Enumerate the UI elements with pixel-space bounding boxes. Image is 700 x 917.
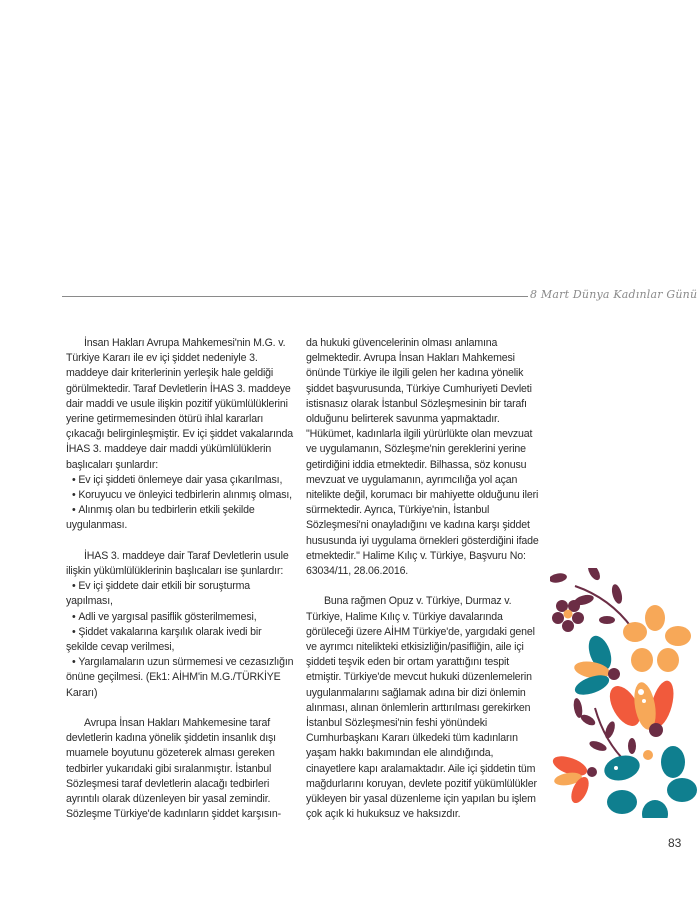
right-column [306, 336, 544, 822]
teal-flower [602, 746, 697, 818]
left-column [66, 336, 296, 822]
bullet-item: • Ev içi şiddete dair etkili bir soruşturma yapılması, [66, 579, 296, 609]
header-rule [62, 296, 528, 297]
small-plum-flower [552, 600, 584, 632]
bullet-item: • Koruyucu ve önleyici tedbirlerin alınmış olması, [66, 488, 296, 503]
bullet-item: • Ev içi şiddeti önlemeye dair yasa çıkarılması, [66, 473, 296, 488]
floral-illustration [550, 568, 700, 818]
coral-tulip [604, 678, 678, 737]
paragraph: İHAS 3. maddeye dair Taraf Devletlerin usule ilişkin yükümlülüklerinin başlıcaları ise şunlardır: [66, 549, 289, 578]
paragraph: İnsan Hakları Avrupa Mahkemesi'nin M.G. v. Türkiye Kararı ile ev içi şiddet nedeniyle 3. maddeye dair kriterlerinin yerleşik hale geldiği görülmektedir. Taraf Devletlerin İHAS 3. maddeye dair maddi ve usule ilişkin pozitif yükümlülüklerini yerine getirmemesinden ötürü ihlal kararları çıkacağı belirginleşmiştir. Ev içi şiddet vakalarında İHAS 3. maddeye dair maddi yükümlülüklerin başlıcaları şunlardır: [66, 337, 293, 471]
bullet-item: • Adli ve yargısal pasiflik gösterilmemesi, [66, 610, 296, 625]
bullet-item: • Şiddet vakalarına karşılık olarak ivedi bir şekilde cevap verilmesi, [66, 625, 296, 655]
paragraph: Buna rağmen Opuz v. Türkiye, Durmaz v. Türkiye, Halime Kılıç v. Türkiye davalarında görüleceği üzere AİHM Türkiye'de, yargıdaki genel ve ayrımcı nitelikteki etkisizliğin/pasifliğin, aile içi şiddeti teşvik eden bir ortam yarattığını tespit etmiştir. Türkiye'de mevcut hukuki düzenlemelerin uygulanmalarını sağlamak adına bir dizi önlemin alınması, alınan önlemlerin arttırılması gerekirken İstanbul Sözleşmesi'nin feshi yönündeki Cumhurbaşkanı Kararı ülkedeki tüm kadınların yaşam hakkı bakımından ele alındığında, cinayetlere kapı aralamaktadır. Aile içi şiddetin tüm mağdurlarını koruyan, devlete pozitif yükümlülükler yükleyen bir yasal düzenleme için yapılan bu işlem çok açık ki hukuksuz ve haksızdır. [306, 595, 537, 821]
paragraph: Avrupa İnsan Hakları Mahkemesine taraf devletlerin kadına yönelik şiddetin insanlık dışı muamele boyutunu gözeterek alması gereken tedbirler yukarıdaki gibi sıralanmıştır. İstanbul Sözleşmesi taraf devletlerin alacağı tedbirleri ayrıntılı olarak düzenleyen bir yasal zemindir. Sözleşme Türkiye'de kadınların şiddet karşısın- [66, 717, 281, 821]
page-number: 83 [668, 836, 682, 850]
running-header-title: 8 Mart Dünya Kadınlar Günü [530, 288, 698, 301]
bullet-item: • Alınmış olan bu tedbirlerin etkili şekilde uygulanması. [66, 503, 296, 533]
peach-flower [623, 605, 691, 672]
paragraph: da hukuki güvencelerinin olması anlamına gelmektedir. Avrupa İnsan Hakları Mahkemesi önünde Türkiye ile ilgili gelen her kadına yönelik şiddet başvurusunda, Türkiye Cumhuriyeti Devleti istisnasız olarak İstanbul Sözleşmesinin bir tarafı olduğunu belirterek savunma yapmaktadır. "Hükümet, kadınlarla ilgili yürürlükte olan mevzuat ve uygulamanın, Sözleşme'nin gereklerini yerine getirdiğini iddia etmektedir. Bilhassa, söz konusu mevzuat ve uygulamanın, ayrımcılığa yol açan nitelikte değil, korumacı bir mahiyette olduğunu ileri sürmektedir. Ayrıca, Türkiye'nin, İstanbul Sözleşmesi'ni onayladığını ve kadına karşı şiddet hususunda iyi uygulama örnekleri gösterdiğini ifade etmektedir." Halime Kılıç v. Türkiye, Başvuru No: 63034/11, 28.06.2016. [306, 337, 539, 578]
bullet-item: • Yargılamaların uzun sürmemesi ve cezasızlığın önüne geçilmesi. (Ek1: AİHM'in M.G./TÜRKİYE Kararı) [66, 655, 296, 701]
